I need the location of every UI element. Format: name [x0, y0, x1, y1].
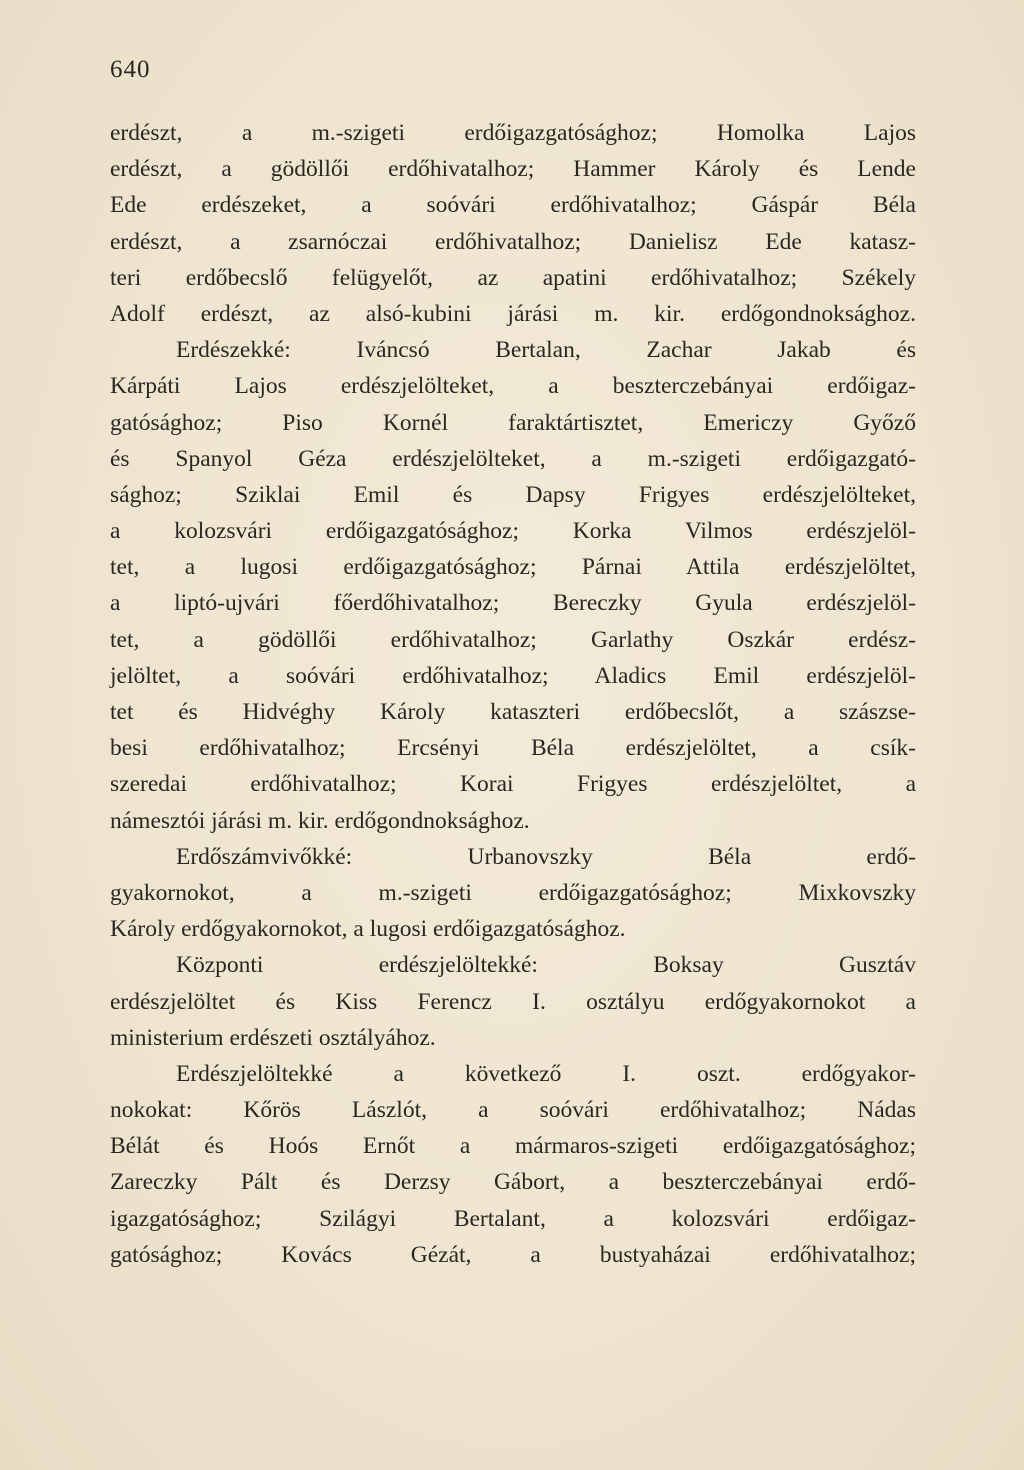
text-line: Zareczky Pált és Derzsy Gábort, a beszterczebányai erdő- — [110, 1169, 916, 1196]
text-line: Erdészekké: Iváncsó Bertalan, Zachar Jakab és — [176, 337, 916, 364]
text-line: erdészt, a m.-szigeti erdőigazgatósághoz; Homolka Lajos — [110, 120, 916, 146]
text-line: tet, a gödöllői erdőhivatalhoz; Garlathy Oszkár erdész- — [110, 626, 916, 653]
page-text-body — [110, 115, 916, 1273]
text-line: Károly erdőgyakornokot, a lugosi erdőigazgatósághoz. — [110, 916, 626, 943]
text-line: ministerium erdészeti osztályához. — [110, 1024, 436, 1051]
text-line: a liptó-ujvári főerdőhivatalhoz; Bereczky Gyula erdészjelöl- — [110, 590, 916, 617]
text-line: Erdészjelöltekké a következő I. oszt. erdőgyakor- — [176, 1060, 916, 1087]
text-line: jelöltet, a soóvári erdőhivatalhoz; Aladics Emil erdészjelöl- — [110, 662, 916, 689]
text-line: Központi erdészjelöltekké: Boksay Gusztáv — [176, 952, 916, 979]
text-line: és Spanyol Géza erdészjelölteket, a m.-szigeti erdőigazgató- — [110, 445, 916, 472]
text-line: a kolozsvári erdőigazgatósághoz; Korka Vilmos erdészjelöl- — [110, 518, 916, 545]
text-line: gyakornokot, a m.-szigeti erdőigazgatósághoz; Mixkovszky — [110, 879, 916, 906]
text-line: námesztói járási m. kir. erdőgondnoksághoz. — [110, 807, 530, 834]
text-line: Ede erdészeket, a soóvári erdőhivatalhoz; Gáspár Béla — [110, 192, 916, 219]
text-line: erdészjelöltet és Kiss Ferencz I. osztályu erdőgyakornokot a — [110, 988, 916, 1015]
text-line: tet és Hidvéghy Károly kataszteri erdőbecslőt, a szászse- — [110, 699, 916, 725]
text-line: sághoz; Sziklai Emil és Dapsy Frigyes erdészjelölteket, — [110, 481, 916, 508]
text-line: szeredai erdőhivatalhoz; Korai Frigyes erdészjelöltet, a — [110, 771, 916, 798]
text-line: Kárpáti Lajos erdészjelölteket, a beszterczebányai erdőigaz- — [110, 373, 916, 400]
text-line: besi erdőhivatalhoz; Ercsényi Béla erdészjelöltet, a csík- — [110, 735, 916, 762]
text-line: igazgatósághoz; Szilágyi Bertalant, a kolozsvári erdőigaz- — [110, 1205, 916, 1232]
text-line: Erdőszámvivőkké: Urbanovszky Béla erdő- — [176, 843, 916, 870]
text-line: erdészt, a gödöllői erdőhivatalhoz; Hammer Károly és Lende — [110, 156, 916, 183]
text-line: tet, a lugosi erdőigazgatósághoz; Párnai Attila erdészjelöltet, — [110, 554, 916, 581]
text-line: Bélát és Hoós Ernőt a mármaros-szigeti erdőigazgatósághoz; — [110, 1133, 916, 1160]
page-number: 640 — [110, 56, 151, 83]
text-line: gatósághoz; Piso Kornél faraktártisztet, Emericzy Győző — [110, 409, 916, 436]
text-line: Adolf erdészt, az alsó-kubini járási m. kir. erdőgondnoksághoz. — [110, 300, 916, 327]
text-line: teri erdőbecslő felügyelőt, az apatini erdőhivatalhoz; Székely — [110, 264, 916, 291]
text-line: nokokat: Kőrös Lászlót, a soóvári erdőhivatalhoz; Nádas — [110, 1097, 916, 1124]
text-line: erdészt, a zsarnóczai erdőhivatalhoz; Danielisz Ede katasz- — [110, 228, 916, 255]
text-line: gatósághoz; Kovács Gézát, a bustyaházai erdőhivatalhoz; — [110, 1241, 916, 1268]
